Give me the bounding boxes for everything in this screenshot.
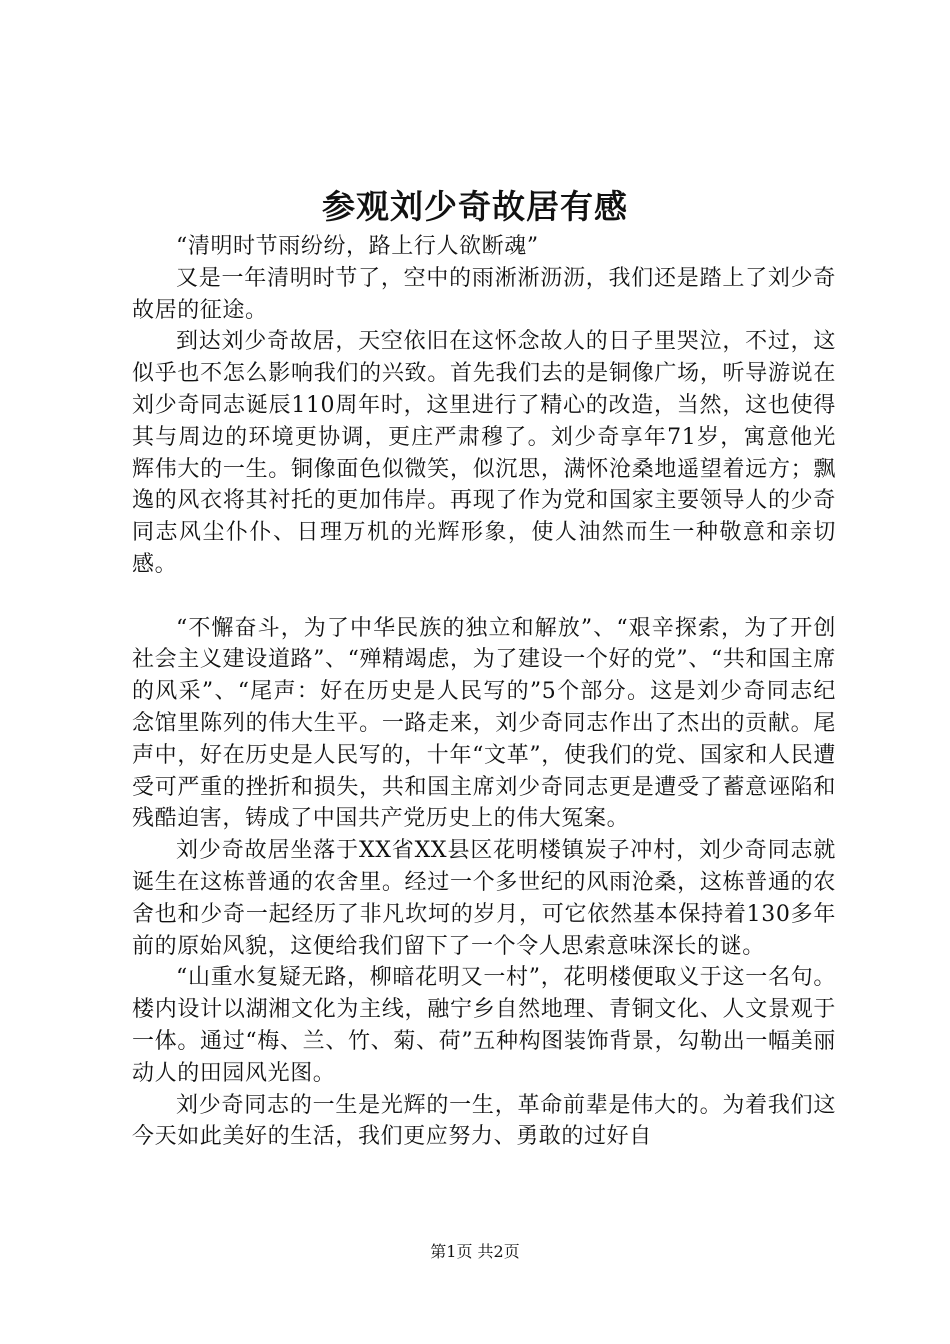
paragraph-residence: 刘少奇故居坐落于XX省XX县区花明楼镇炭子冲村，刘少奇同志就诞生在这栋普通的农舍里。经过一个多世纪的风雨沧桑，这栋普通的农舍也和少奇一起经历了非凡坎坷的岁月，可它依然基本保持着130多年前的原始风貌，这便给我们留下了一个令人思索意味深长的谜。 [132,838,836,959]
page-footer: 第1页 共2页 [430,1242,520,1261]
paragraph-huaminglou: “山重水复疑无路，柳暗花明又一村”，花明楼便取义于这一名句。楼内设计以湖湘文化为主线，融宁乡自然地理、青铜文化、人文景观于一体。通过“梅、兰、竹、菊、荷”五种构图装饰背景，勾勒出一幅美丽动人的田园风光图。 [132,965,836,1086]
paragraph-exhibition: “不懈奋斗，为了中华民族的独立和解放”、“艰辛探索，为了开创社会主义建设道路”、“殚精竭虑，为了建设一个好的党”、“共和国主席的风采”、“尾声：好在历史是人民写的”5个部分。这是刘少奇同志纪念馆里陈列的伟大生平。一路走来，刘少奇同志作出了杰出的贡献。尾声中，好在历史是人民写的，十年“文革”，使我们的党、国家和人民遭受可严重的挫折和损失，共和国主席刘少奇同志更是遭受了蓄意诬陷和残酷迫害，铸成了中国共产党历史上的伟大冤案。 [132,615,836,832]
document-body [132,231,836,1153]
paragraph-intro: 又是一年清明时节了，空中的雨淅淅沥沥，我们还是踏上了刘少奇故居的征途。 [132,265,836,323]
document-title: 参观刘少奇故居有感 [322,187,628,226]
paragraph-quote: “清明时节雨纷纷，路上行人欲断魂” [176,234,539,259]
paragraph-conclusion: 刘少奇同志的一生是光辉的一生，革命前辈是伟大的。为着我们这今天如此美好的生活，我们更应努力、勇敢的过好自 [132,1092,836,1150]
paragraph-arrival: 到达刘少奇故居，天空依旧在这怀念故人的日子里哭泣，不过，这似乎也不怎么影响我们的兴致。首先我们去的是铜像广场，听导游说在刘少奇同志诞辰110周年时，这里进行了精心的改造，当然，这也使得其与周边的环境更协调，更庄严肃穆了。刘少奇享年71岁，寓意他光辉伟大的一生。铜像面色似微笑，似沉思，满怀沧桑地遥望着远方；飘逸的风衣将其衬托的更加伟岸。再现了作为党和国家主要领导人的少奇同志风尘仆仆、日理万机的光辉形象，使人油然而生一种敬意和亲切感。 [132,329,836,577]
